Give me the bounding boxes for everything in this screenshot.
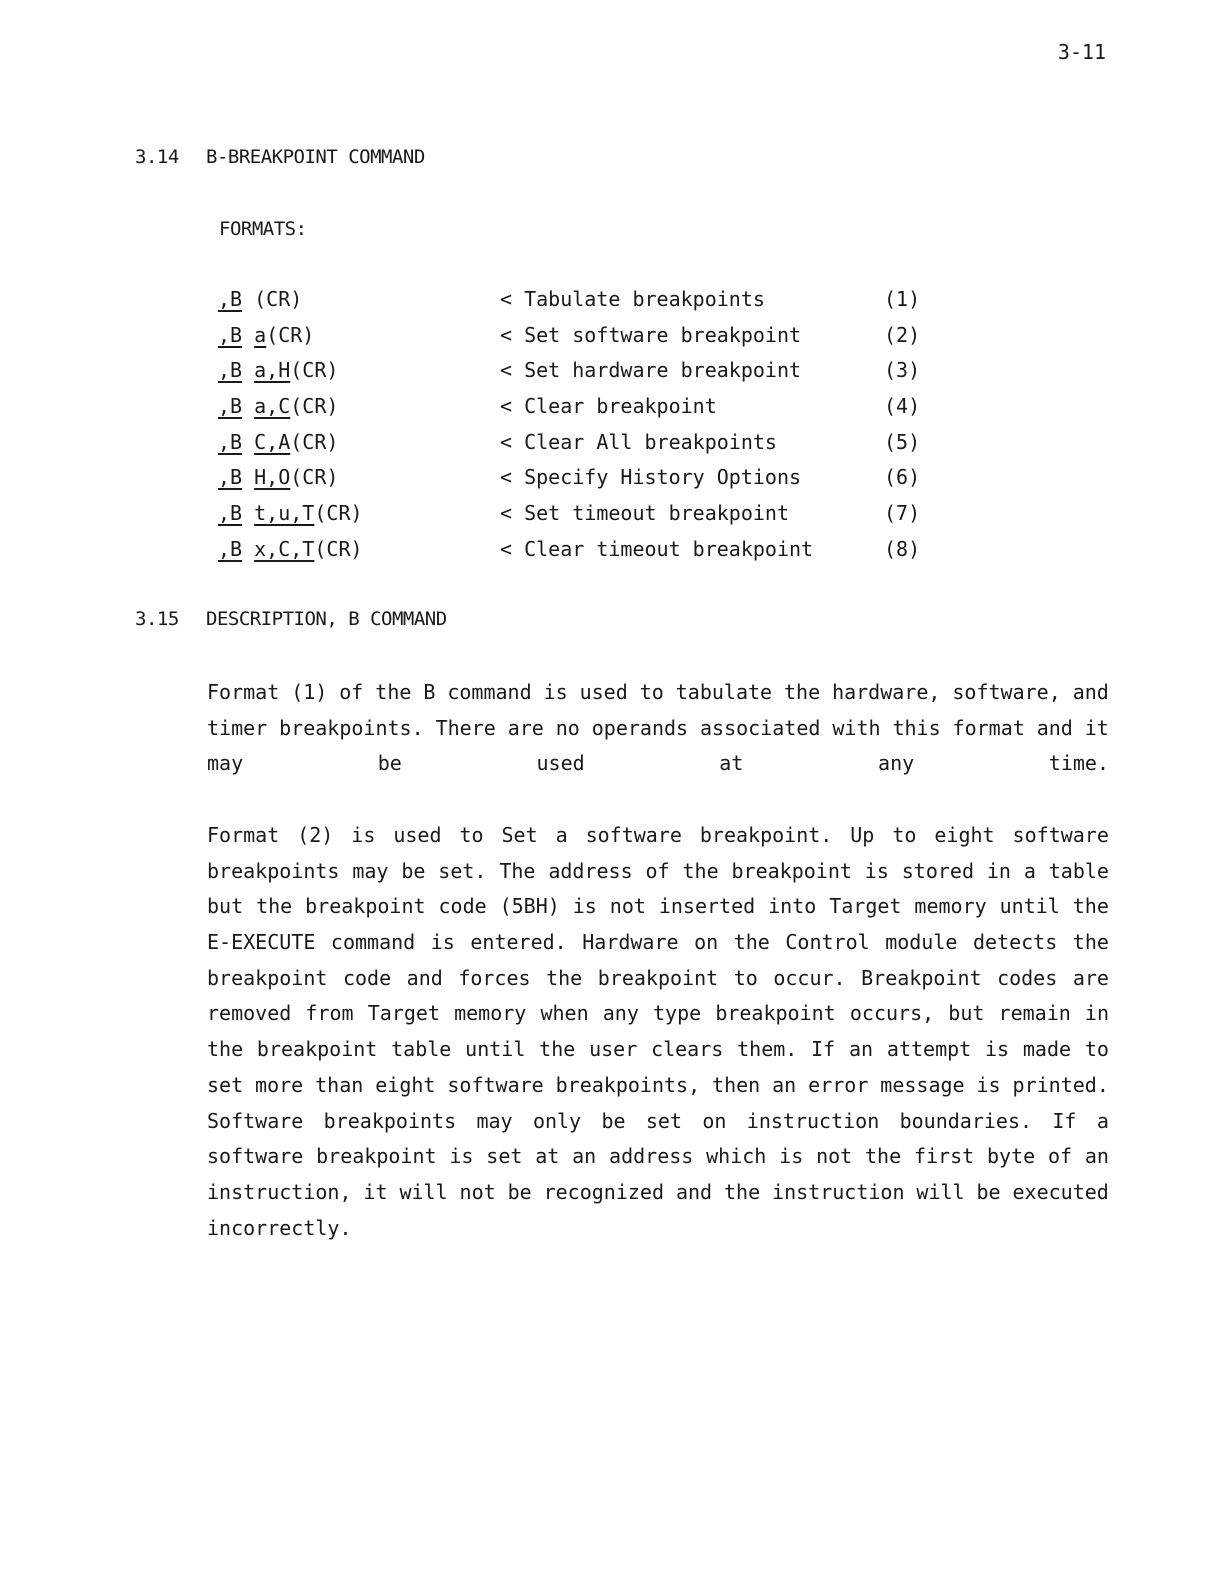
format-description: < Clear timeout breakpoint [500, 536, 814, 561]
format-command [218, 394, 338, 418]
format-reference: (2) [884, 322, 921, 347]
format-command [218, 323, 314, 347]
word: The [499, 858, 536, 883]
word: and [1072, 680, 1109, 704]
word: the [1072, 930, 1109, 955]
word: breakpoint [207, 965, 328, 990]
word: is [449, 1144, 474, 1169]
word: inserted [658, 894, 756, 919]
word: (1) [291, 680, 328, 704]
word: code [438, 894, 487, 919]
word: breakpoint [305, 894, 426, 919]
word: removed [207, 1001, 292, 1026]
word: associated [700, 715, 821, 740]
format-reference: (6) [884, 465, 921, 490]
word: occurs, [849, 1001, 935, 1026]
paragraph-line [207, 711, 1109, 747]
word: occur. [773, 965, 846, 990]
format-command [218, 287, 302, 311]
word: the [546, 965, 583, 990]
word: in [986, 858, 1011, 883]
paragraph-line [207, 889, 1109, 925]
paragraph-line [207, 675, 1109, 711]
word: user [589, 1037, 638, 1062]
word: not [816, 1144, 853, 1169]
word: the [784, 680, 821, 704]
command-operand: a [254, 322, 267, 347]
format-description: < Set software breakpoint [500, 322, 802, 347]
format-row [218, 426, 938, 462]
command-prefix: ,B [218, 501, 243, 526]
word: the [865, 1144, 902, 1169]
section-heading-3-14 [135, 146, 425, 168]
paragraph-line: may be used at any time. [207, 751, 1109, 776]
format-command [218, 465, 338, 489]
word: printed. [1012, 1072, 1109, 1097]
word: the [733, 930, 770, 955]
command-suffix: (CR) [254, 287, 303, 311]
word: Control [785, 930, 870, 955]
word: boundaries. [899, 1108, 1033, 1133]
word: memory [454, 1001, 527, 1026]
word: eight [934, 823, 995, 847]
paragraph-line [207, 1032, 1109, 1068]
word: them. [737, 1037, 798, 1062]
command-suffix: (CR) [290, 394, 339, 419]
word: be [976, 1179, 1001, 1204]
command-operand: C,A [254, 429, 291, 454]
word: breakpoint [256, 1037, 378, 1062]
command-suffix: (CR) [314, 501, 363, 526]
word: remain [998, 1001, 1071, 1026]
command-prefix: ,B [218, 465, 243, 490]
paragraph-line [207, 1139, 1109, 1175]
section-number: 3.15 [135, 608, 179, 630]
word: type [653, 1001, 702, 1026]
word: the [256, 894, 293, 919]
word: into [768, 894, 817, 919]
paragraph-line [207, 996, 1109, 1032]
paragraph-line [207, 1068, 1109, 1104]
word: than [315, 1072, 364, 1097]
format-table [218, 283, 938, 569]
paragraph-line [207, 854, 1109, 890]
paragraph-line [207, 818, 1109, 854]
word: clears [651, 1037, 724, 1062]
format-description: < Set timeout breakpoint [500, 501, 789, 526]
command-prefix: ,B [218, 394, 243, 419]
word: an [1084, 1144, 1109, 1169]
word: software, [952, 680, 1061, 704]
word: memory [914, 894, 987, 919]
word: error [808, 1072, 869, 1097]
word: until [999, 894, 1060, 919]
word: first [913, 1144, 975, 1169]
word: of [1047, 1144, 1073, 1169]
word: used [579, 680, 628, 704]
word: to [1084, 1037, 1109, 1062]
word: an [772, 1072, 797, 1097]
formats-label: FORMATS: [219, 218, 307, 240]
format-description: < Specify History Options [500, 465, 802, 490]
section-title: B-BREAKPOINT COMMAND [206, 146, 425, 168]
word: it [363, 1179, 388, 1204]
word: (5BH) [499, 894, 560, 919]
command-suffix: (CR) [314, 536, 363, 561]
word: then [712, 1072, 761, 1097]
word: the [207, 1037, 244, 1062]
word: the [539, 1037, 576, 1062]
word: table [1048, 858, 1109, 883]
word: message [880, 1072, 965, 1097]
word: stored [901, 858, 974, 883]
word: Set [501, 823, 538, 847]
word: be [601, 1108, 626, 1133]
word: but [207, 894, 244, 919]
word: of [339, 680, 364, 704]
format-row [218, 283, 938, 319]
paragraph-line: incorrectly. [207, 1215, 352, 1240]
word: which [706, 1144, 767, 1169]
word: the [682, 858, 719, 883]
word: a [1023, 858, 1036, 883]
word: until [465, 1037, 526, 1062]
word: be [401, 858, 426, 883]
word: may [476, 1108, 513, 1133]
word: may [352, 858, 389, 883]
format-description: < Set hardware breakpoint [500, 358, 802, 383]
word: command [330, 930, 416, 955]
word: no [555, 715, 580, 740]
word: are [507, 715, 544, 740]
paragraph-format-2 [207, 818, 1109, 1246]
command-operand: H,O [254, 465, 291, 490]
word: but [948, 1001, 985, 1026]
word: not [609, 894, 646, 919]
command-operand: a,H [254, 358, 291, 383]
word: in [1084, 1001, 1109, 1026]
word: (2) [297, 823, 334, 847]
command-prefix: ,B [218, 429, 243, 454]
format-command [218, 358, 338, 382]
paragraph-format-1 [207, 675, 1109, 782]
word: B [423, 680, 436, 704]
command-suffix: (CR) [290, 465, 339, 490]
word: breakpoint [731, 858, 852, 883]
format-description: < Clear All breakpoints [500, 429, 777, 454]
section-number: 3.14 [135, 146, 179, 168]
word: instruction [772, 1179, 905, 1204]
format-command [218, 430, 338, 454]
word: this [892, 715, 941, 740]
word: be [507, 1179, 532, 1204]
format-reference: (8) [884, 536, 921, 561]
word: operands [591, 715, 689, 740]
word: on [694, 930, 719, 955]
word: is [543, 680, 568, 704]
word: Target [367, 1001, 440, 1026]
command-operand: a,C [254, 394, 291, 419]
word: breakpoints [323, 1108, 457, 1133]
word: set [486, 1144, 523, 1169]
word: breakpoint [597, 965, 719, 990]
word: it [1084, 715, 1109, 740]
word: recognized [543, 1179, 665, 1204]
word: Format [207, 823, 280, 847]
format-row [218, 390, 938, 426]
format-reference: (1) [884, 287, 921, 311]
format-description: < Tabulate breakpoints [500, 287, 765, 311]
word: the [375, 680, 412, 704]
word: Hardware [582, 930, 679, 955]
word: more [255, 1072, 304, 1097]
word: is [864, 858, 889, 883]
word: codes [997, 965, 1058, 990]
word: breakpoint [316, 1144, 437, 1169]
word: detects [972, 930, 1058, 955]
word: timer [207, 715, 268, 740]
word: If [811, 1037, 836, 1062]
word: instruction, [207, 1179, 352, 1204]
word: Breakpoint [861, 965, 982, 990]
command-prefix: ,B [218, 322, 243, 347]
word: is [976, 1072, 1001, 1097]
word: Up [850, 823, 875, 847]
word: instruction [746, 1108, 880, 1133]
word: are [1072, 965, 1109, 990]
word: the [1072, 894, 1109, 919]
section-heading-3-15 [135, 608, 447, 630]
format-reference: (5) [884, 429, 921, 454]
word: software [585, 823, 682, 847]
command-operand: t,u,T [254, 501, 315, 526]
format-row [218, 461, 938, 497]
word: module [885, 930, 958, 955]
word: any [602, 1001, 639, 1026]
format-description: < Clear breakpoint [500, 394, 717, 419]
word: of [645, 858, 670, 883]
section-title: DESCRIPTION, B COMMAND [206, 608, 447, 630]
word: is [985, 1037, 1010, 1062]
word: at [535, 1144, 560, 1169]
word: an [572, 1144, 597, 1169]
word: software [1012, 823, 1109, 847]
word: eight [375, 1072, 436, 1097]
format-row [218, 319, 938, 355]
word: to [733, 965, 758, 990]
format-command [218, 537, 363, 561]
word: when [540, 1001, 589, 1026]
word: tabulate [675, 680, 773, 704]
word: breakpoints, [555, 1072, 701, 1097]
command-prefix: ,B [218, 536, 243, 561]
word: and [675, 1179, 713, 1204]
paragraph-line [207, 1104, 1109, 1140]
word: If [1052, 1108, 1077, 1133]
format-reference: (4) [884, 394, 921, 419]
word: to [892, 823, 917, 847]
word: will [916, 1179, 965, 1204]
word: is [572, 894, 597, 919]
word: a [555, 823, 568, 847]
paragraph-line [207, 961, 1109, 997]
word: command [447, 680, 532, 704]
format-reference: (7) [884, 501, 921, 526]
word: executed [1012, 1179, 1109, 1204]
command-suffix: (CR) [266, 322, 315, 347]
word: set [207, 1072, 244, 1097]
word: an [849, 1037, 874, 1062]
word: to [639, 680, 664, 704]
word: used [393, 823, 442, 847]
word: to [459, 823, 484, 847]
paragraph-line [207, 925, 1109, 961]
word: breakpoint [715, 1001, 836, 1026]
command-operand: x,C,T [254, 536, 315, 561]
page-number: 3-11 [1057, 40, 1106, 64]
word: set. [438, 858, 487, 883]
word: breakpoints. [279, 715, 424, 740]
word: E-EXECUTE [207, 930, 316, 955]
word: is [351, 823, 376, 847]
word: is [430, 930, 455, 955]
word: Format [207, 680, 280, 704]
word: address [548, 858, 633, 883]
word: is [779, 1144, 804, 1169]
word: software [207, 1144, 304, 1169]
word: Software [207, 1108, 304, 1133]
word: from [305, 1001, 354, 1026]
word: byte [986, 1144, 1036, 1169]
word: forces [458, 965, 531, 990]
format-row [218, 497, 938, 533]
word: and [1036, 715, 1073, 740]
word: breakpoint. [699, 823, 833, 847]
format-reference: (3) [884, 358, 921, 383]
word: format [952, 715, 1025, 740]
word: a [1096, 1108, 1109, 1133]
word: table [391, 1037, 452, 1062]
word: There [435, 715, 496, 740]
format-row [218, 354, 938, 390]
word: with [832, 715, 881, 740]
word: attempt [886, 1037, 972, 1062]
command-prefix: ,B [218, 358, 243, 383]
command-suffix: (CR) [290, 358, 339, 383]
word: made [1022, 1037, 1072, 1062]
word: breakpoints [207, 858, 340, 883]
format-command [218, 501, 363, 525]
word: address [609, 1144, 694, 1169]
word: hardware, [832, 680, 941, 704]
word: entered. [470, 930, 567, 955]
word: not [459, 1179, 496, 1204]
word: software [447, 1072, 544, 1097]
word: the [723, 1179, 761, 1204]
word: and [406, 965, 443, 990]
paragraph-line [207, 1175, 1109, 1211]
word: only [532, 1108, 582, 1133]
word: on [702, 1108, 727, 1133]
word: code [342, 965, 392, 990]
word: Target [829, 894, 902, 919]
command-suffix: (CR) [290, 429, 339, 454]
word: will [399, 1179, 448, 1204]
format-row [218, 533, 938, 569]
command-prefix: ,B [218, 287, 243, 311]
word: set [645, 1108, 683, 1133]
